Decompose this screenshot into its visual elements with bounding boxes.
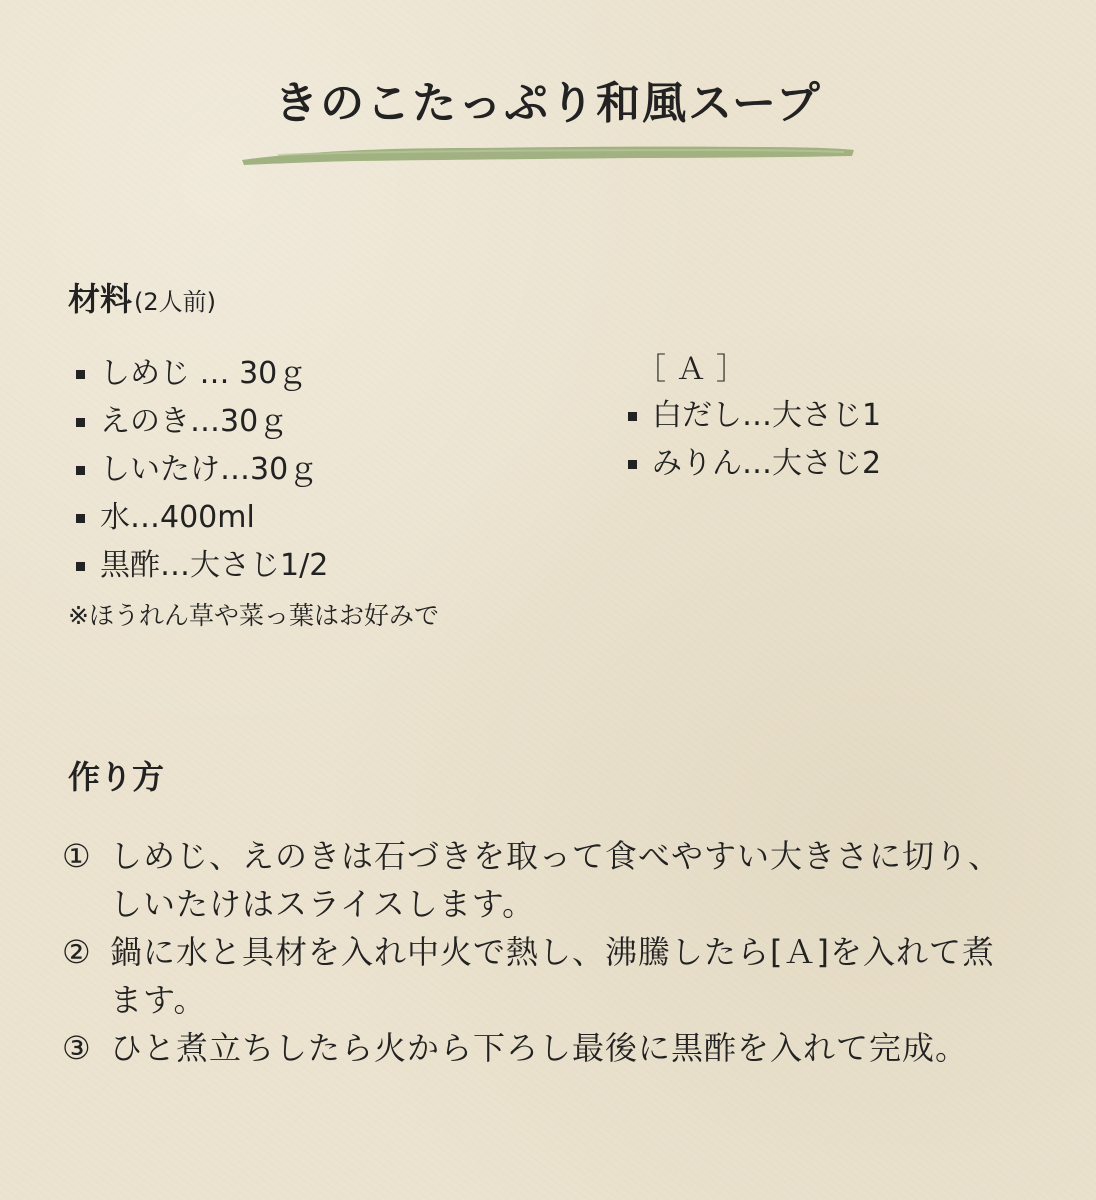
method-step [62, 1024, 1022, 1072]
ingredients-heading-text: 材料 [68, 280, 133, 318]
step-text: ひと煮立ちしたら火から下ろし最後に黒酢を入れて完成。 [110, 1029, 969, 1067]
ingredient-item [72, 542, 328, 590]
brush-stroke-underline [238, 138, 858, 168]
method-step [62, 928, 1022, 1024]
ingredient-text: 黒酢…大さじ1/2 [100, 548, 329, 583]
seasoning-item [624, 392, 881, 440]
ingredient-item [72, 494, 328, 542]
step-number: ① [62, 837, 92, 875]
seasoning-text: 白だし…大さじ1 [652, 398, 882, 433]
step-number: ③ [62, 1029, 92, 1067]
title-area [0, 72, 1096, 136]
method-step [62, 832, 1022, 928]
step-number: ② [62, 933, 92, 971]
step-text: 鍋に水と具材を入れ中火で熱し、沸騰したら[Ａ]を入れて煮ます。 [110, 933, 995, 1019]
ingredient-text: しいたけ…30ｇ [100, 452, 319, 487]
ingredient-item [72, 350, 328, 398]
square-bullet-icon [76, 514, 85, 523]
servings-label: (2人前) [134, 288, 217, 316]
ingredient-item [72, 446, 328, 494]
ingredients-heading [68, 274, 216, 320]
ingredient-text: しめじ … 30ｇ [100, 356, 308, 391]
method-steps [62, 832, 1022, 1072]
square-bullet-icon [76, 466, 85, 475]
square-bullet-icon [76, 370, 85, 379]
method-heading: 作り方 [68, 758, 165, 796]
square-bullet-icon [628, 412, 637, 421]
ingredient-text: 水…400ml [100, 500, 255, 535]
step-text: しめじ、えのきは石づきを取って食べやすい大きさに切り、しいたけはスライスします。 [110, 837, 1002, 923]
ingredient-list [72, 350, 328, 590]
square-bullet-icon [76, 418, 85, 427]
recipe-title: きのこたっぷり和風スープ [274, 78, 822, 129]
seasoning-item [624, 440, 881, 488]
square-bullet-icon [76, 562, 85, 571]
seasoning-list [624, 392, 881, 488]
ingredient-note: ※ほうれん草や菜っ葉はお好みで [68, 601, 439, 630]
ingredient-text: えのき…30ｇ [100, 404, 289, 439]
seasoning-text: みりん…大さじ2 [652, 446, 882, 481]
square-bullet-icon [628, 460, 637, 469]
seasoning-group-label: ［Ａ］ [636, 352, 756, 387]
ingredient-item [72, 398, 328, 446]
